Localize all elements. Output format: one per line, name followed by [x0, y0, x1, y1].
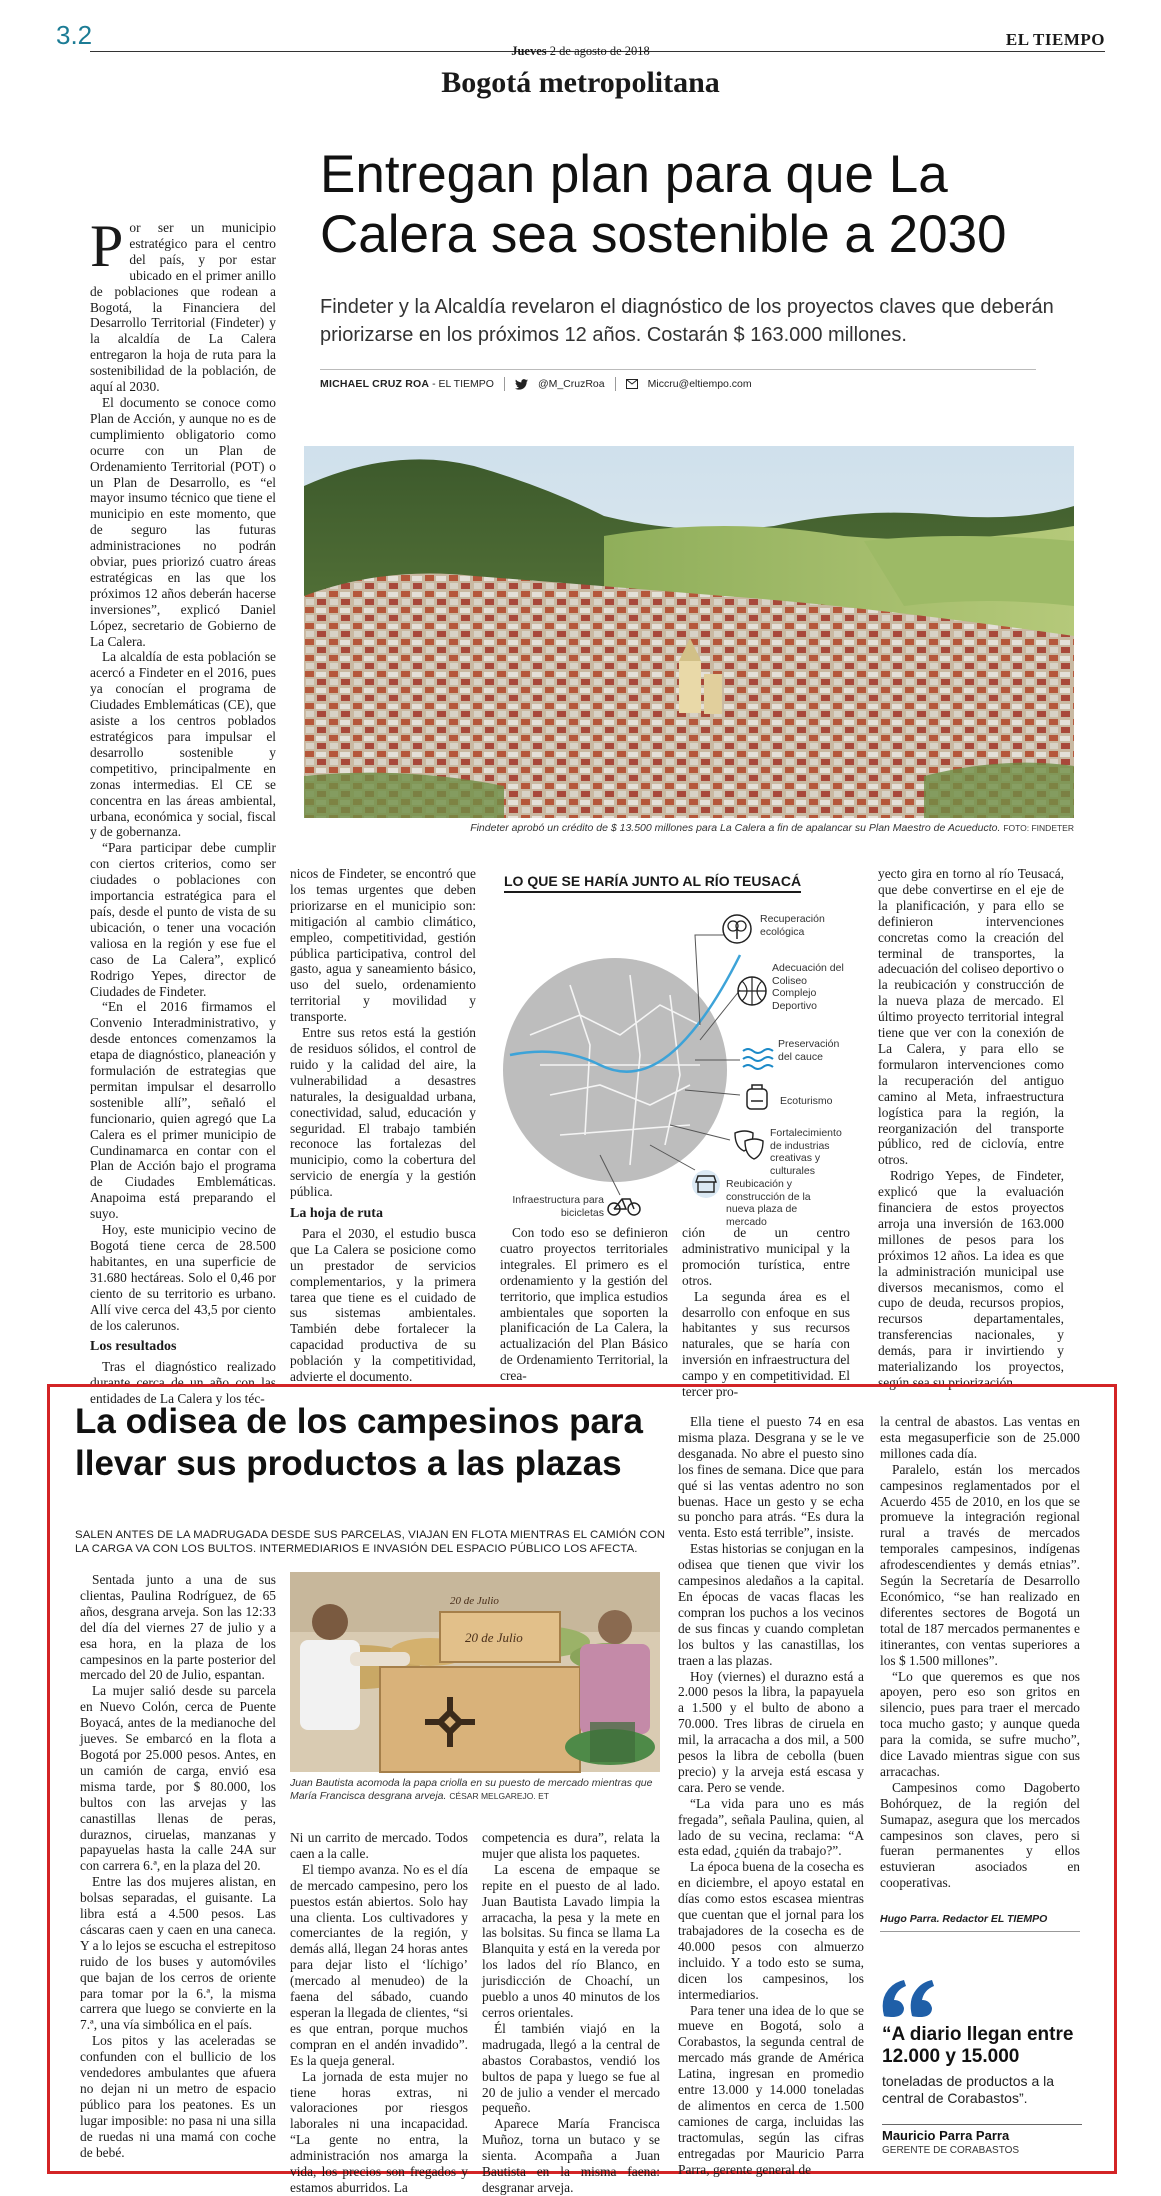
infographic-label-ecotourism: Ecoturismo — [780, 1095, 833, 1107]
infographic-label-riverbed: Preservación del cauce — [778, 1038, 840, 1063]
quote-author: Mauricio Parra Parra — [882, 2128, 1010, 2143]
inset-col1-p4: Los pitos y las aceleradas se confunden con el bullicio de los vendedores ambulantes que afuera no dejan ni un metro de espacio público para los peatones. Es un lugar imposible: no pasa ni una silla de ruedas ni una mamá con coche de bebé. — [80, 2033, 276, 2160]
subhead-results: Los resultados — [90, 1339, 177, 1355]
inset-col4-p4: “La vida para uno es más fregada”, señala Paulina, quien, al lado de su vecina, reclama: “A esta edad, ¿quién da trabajo?”. — [678, 1795, 864, 1859]
inset-col2-p3: La jornada de esta mujer no tiene horas extras, ni valoraciones por riesgos laborales ni una incapacidad. “La gente no entra, la administración nos amarga la vida, los precios son fregados y estamos aburridos. La — [290, 2068, 468, 2195]
ball-icon — [738, 977, 766, 1005]
quote-author-role: GERENTE DE CORABASTOS — [882, 2145, 1020, 2156]
inset-col3-p3: Él también viajó en la madrugada, llegó a la central de abastos Corabastos, vendió los bultos de papa y luego se fue al 20 de julio a vender el mercado pequeño. — [482, 2020, 660, 2116]
infographic-label-bicycles: Infraestructura para bicicletas — [512, 1194, 604, 1219]
byline-email[interactable]: Miccru@eltiempo.com — [647, 378, 752, 390]
deck-rule — [320, 369, 1036, 370]
quote-icon — [880, 1978, 940, 2018]
inset-col5-p3: “Lo que queremos es que nos apoyen, pero eso son gritos en silencio, pues para traer el mercado toca mucho gasto; y aunque queda para la comida, se sufre mucho”, dice Lavado mientras sigue con sus arracachas. — [880, 1668, 1080, 1779]
market-photo — [290, 1572, 660, 1772]
main-col2-p1: nicos de Findeter, se encontró que los temas urgentes que deben priorizarse en el municipio son: mitigación al cambio climático, empleo, competitividad, gestión pública participativa, control del gasto, agua y saneamiento básico, uso del suelo, ordenamiento territorial y movilidad y transporte. — [290, 866, 476, 1025]
market-sign-1: 20 de Julio — [465, 1630, 523, 1645]
market-icon — [692, 1170, 720, 1198]
inset-col1-p3: Entre las dos mujeres alistan, en bolsas separadas, el guisante. La libra está a 4.500 pesos. Las cáscaras caen y caen en una caneca. Y a lo lejos se escucha el estrepitoso ruido de los buses y automóviles que bajan de los cerros de oriente para tomar por la 6.ª, la misma carrera que luego se convierte en la 7.ª, una vía simbólica en el país. — [80, 1874, 276, 2033]
inset-col5-p4: Campesinos como Dagoberto Bohórquez, de la región del Sumapaz, asegura que los mercados campesinos son claves, pero si fueran permanentes y ellos estuvieran asociados en cooperativas. — [880, 1779, 1080, 1891]
inset-col4-p5: La época buena de la cosecha es en diciembre, el apoyo estatal en días como estos escasea mientras que cuentan que el jornal para los trabajadores de la cosecha es de 40.000 pesos con almuerzo incluido. Y a todo esto se suma, dicen los campesinos, los intermediarios. — [678, 1859, 864, 2002]
main-col1-p2: El documento se conoce como Plan de Acción, y aunque no es de cumplimiento obligatorio como ocurre con un Plan de Ordenamiento Territorial (POT) o un Plan de Desarrollo, es “el mayor insumo técnico que tiene el municipio en este momento, que de seguro las futuras administraciones no podrán obviar, pues priorizó cuatro áreas estratégicas en las que los próximos 12 años deberán hacerse inversiones”, explicó Daniel López, secretario de Gobierno de La Calera. — [90, 394, 276, 649]
inset-column-5 — [880, 1414, 1080, 1909]
inset-col1-p1: Sentada junto a una de sus clientas, Paulina Rodríguez, de 65 años, desgrana arveja. Son las 12:33 del día del viernes 27 de julio y a esa hora, en la plaza de los campesinos en la parte posterior del mercado del 20 de Julio, espantan. — [80, 1572, 276, 1683]
main-col1-p6: Hoy, este municipio vecino de Bogotá tiene cerca de 28.500 habitantes, en una superficie de 31.680 hectáreas. Solo el 0,46 por ciento de su territorio es urbano. Allí vive cerca del 43,5 por ciento de los calerunos. — [90, 1222, 276, 1333]
main-column-3 — [500, 1225, 668, 1384]
main-col1-p7: Tras el diagnóstico realizado durante cerca de un año con las entidades de La Calera y los téc- — [90, 1359, 276, 1407]
infographic-label-creative: Fortalecimiento de industrias creativas y culturales — [770, 1127, 842, 1177]
author-signature: Hugo Parra. Redactor EL TIEMPO — [880, 1913, 1048, 1925]
byline-twitter[interactable]: @M_CruzRoa — [537, 378, 605, 390]
inset-col4-p6: Para tener una idea de lo que se mueve en Bogotá, solo a Corabastos, la segunda central de mercado más grande de América Latina, ingresan en promedio entre 13.000 y 14.000 toneladas de alimentos en cerca de 1.500 camiones de carga, incluidas las tractomulas, según las cifras entregadas por Mauricio Parra Parra, gerente general de — [678, 2002, 864, 2177]
main-col1-p1: or ser un municipio estratégico para el centro del país, y por estar ubicado en el primer anillo de poblaciones que rodean a Bogotá, la Financiera del Desarrollo Territorial (Findeter) y la alcaldía de La Calera entregaron la hoja de ruta para la sostenibilidad de la población, de aquí al 2030. — [90, 220, 276, 395]
inset-col3-p2: La escena de empaque se repite en el puesto de al lado. Juan Bautista Lavado limpia la arracacha, la pesa y la mete en las bolsitas. Su finca se llama La Blanquita y está en la vereda por los lados del río Blanco, en jurisdicción de Choachí, un pueblo a unos 40 minutos de los cerros orientales. — [482, 1861, 660, 2020]
photo-caption-text: Findeter aprobó un crédito de $ 13.500 millones para La Calera a fin de apalancar su Plan Maestro de Acueducto. — [470, 822, 1001, 834]
main-col3-p1: Con todo eso se definieron cuatro proyectos territoriales integrales. El primero es el ordenamiento y la gestión del territorio, que implica estudios ambientales que soporten la planificación de La Calera, la actualización del Plan Básico de Ordenamiento Territorial, la crea- — [500, 1225, 668, 1384]
inset-col2-p1: Ni un carrito de mercado. Todos caen a la calle. — [290, 1830, 468, 1861]
byline-separator — [504, 377, 505, 391]
infographic-label-coliseum: Adecuación del Coliseo Complejo Deportivo — [772, 962, 844, 1012]
market-photo-credit: CÉSAR MELGAREJO. ET — [449, 1791, 549, 1801]
byline-outlet: - EL TIEMPO — [429, 378, 494, 390]
byline — [320, 377, 752, 391]
infographic-label-ecological: Recuperación ecológica — [760, 913, 825, 938]
dateline — [0, 44, 1161, 59]
inset-col5-p2: Paralelo, están los mercados campesinos reglamentados por el Acuerdo 455 de 2010, en los que se promueve la integración regional rural a través de mercados temporales campesinos, indígenas afrodescendientes y demás etnias”. Según la Secretaría de Desarrollo Económico, “se han realizado en diferentes sectores de Bogotá un total de 187 mercados permanentes e itinerantes, con ventas superiores a los $ 1.500 millones”. — [880, 1461, 1080, 1668]
byline-author: MICHAEL CRUZ ROA — [320, 378, 430, 390]
la-calera-photo — [304, 446, 1074, 818]
signature-rule — [880, 1931, 1080, 1932]
main-column-2 — [290, 866, 476, 1385]
section-title: Bogotá metropolitana — [441, 66, 720, 99]
photo-caption — [304, 822, 1074, 834]
inset-column-4 — [678, 1414, 864, 2177]
twitter-icon — [515, 379, 528, 390]
main-col5-p2: Rodrigo Yepes, de Findeter, explicó que la evaluación financiera de estos proyectos arroja una inversión de 163.000 millones de pesos para los próximos 12 años. La idea es que la administración municipal use diversos mecanismos, como el cupo de deuda, recursos propios, recursos departamentales, transferencias nacionales, y demás, para ir invirtiendo y materializando los proyectos, según sea su priorización. — [878, 1168, 1064, 1390]
inset-col1-p2: La mujer salió desde su parcela en Nuevo Colón, cerca de Puente Boyacá, antes de la medianoche del jueves. Se embarcó en la flota a Bogotá por 25.000 pesos. Antes, en un camión de carga, envió esa misma tarde, por $ 80.000, los bultos con las arvejas y las canastillas llenas de peras, duraznos, ciruelas, manzanas y papayuelas hasta la calle 24A sur con carrera 6.ª, en la plaza del 20. — [80, 1683, 276, 1874]
main-headline: Entregan plan para que La Calera sea sostenible a 2030 — [320, 145, 1007, 264]
main-col5-p1: yecto gira en torno al río Teusacá, que debe convertirse en el eje de la planificación, y para ello se definieron intervenciones concretas como la creación del terminal de transportes, la adecuación del coliseo deportivo o la reubicación y construcción de la nueva plaza de mercado. El último proyecto territorial integral tiene que ver con la conexión de La Calera, y para ello se formularon intervenciones como la recuperación del antiguo camino al Meta, infraestructura logística para la región, la reorganización del transporte público, red de ciclovía, entre otros. — [878, 866, 1064, 1168]
main-column-4 — [682, 1225, 850, 1400]
byline-separator-2 — [615, 377, 616, 391]
inset-col2-p2: El tiempo avanza. No es el día de mercado campesino, pero los puestos están abiertos. Solo hay una clienta. Los cultivadores y comerciantes de la región, y demás allá, llegan 24 horas antes para dejar listo el ‘líchigo’ (mercado al menudeo) de la faena del sábado, cuando esperan la llegada de clientes, “si es que entran, porque muchos compran en el andén invadido”. Es la queja general. — [290, 1861, 468, 2068]
inset-col4-p2: Estas historias se conjugan en la odisea que tienen que vivir los campesinos aledaños a la capital. En épocas de vacas flacas les compran los puchos a los vecinos de sus fincas y cuando completan los bultos y las canastillas, los traen a las plazas. — [678, 1541, 864, 1668]
email-icon — [626, 379, 638, 389]
main-col1-p4: “Para participar debe cumplir con ciertos criterios, como ser ciudades o poblaciones con importancia estratégica para el país, desde el punto de vista de su ubicación, o tener una vocación valiosa en la región y ese fue el caso de La Calera”, explicó Rodrigo Yepes, director de Ciudades de Findeter. — [90, 840, 276, 999]
inset-col5-p1: la central de abastos. Las ventas en esta megasuperficie son de 25.000 millones cada día. — [880, 1414, 1080, 1461]
main-col1-p3: La alcaldía de esta población se acercó a Findeter en el 2016, pues ya conocían el programa de Ciudades Emblemáticas (CE), que asiste a los centros poblados estratégicos para impulsar el desarrollo sostenible y competitivo, principalmente en zonas intermedias. El CE se concentra en las áreas ambiental, urbana, económica y social, fiscal y de gobernanza. — [90, 649, 276, 840]
inset-col3-p4: Aparece María Francisca Muñoz, torna un butaco y se sienta. Acompaña a Juan Bautista en la misma faena: desgranar arveja. — [482, 2116, 660, 2195]
inset-col4-p3: Hoy (viernes) el durazno está a 2.000 pesos la libra, la papayuela a 1.500 y el bulto de abono a 70.000. Tres libras de ciruela en mil, la arracacha a dos mil, a 500 pesos la libra de cebolla (buen precio) y la arveja está escasa y cara. Pero se vende. — [678, 1668, 864, 1795]
bicycle-icon — [608, 1199, 640, 1215]
main-col1-p5: “En el 2016 firmamos el Convenio Interadministrativo, y desde entonces comenzamos la etapa de diagnóstico, planeación y formulación de estrategias que permitan impulsar el desarrollo sostenible allí”, señaló el funcionario, quien agregó que La Calera es el primer municipio de Cundinamarca en contar con el Plan de Acción bajo el programa de Ciudades Emblemáticas. Anapoima está preparando el suyo. — [90, 999, 276, 1222]
inset-headline: La odisea de los campesinos para llevar sus productos a las plazas — [75, 1402, 643, 1483]
main-col4-p1: ción de un centro administrativo municipal y la promoción turística, entre otros. — [682, 1225, 850, 1288]
subhead-route: La hoja de ruta — [290, 1206, 383, 1222]
inset-column-3 — [482, 1830, 660, 2195]
infographic-label-market: Reubicación y construcción de la nueva plaza de mercado — [726, 1178, 811, 1228]
backpack-icon — [747, 1085, 767, 1109]
date-rest: 2 de agosto de 2018 — [546, 44, 650, 58]
main-col2-p2: Entre sus retos está la gestión de residuos sólidos, el control de ruido y la calidad del aire, la vulnerabilidad a desastres naturales, la desigualdad urbana, conectividad, salud, educación y seguridad. El trabajo también reconoce las fortalezas del municipio, como la cobertura del servicio de energía y la gestión pública. — [290, 1025, 476, 1200]
pull-quote-highlight: “A diario llegan entre 12.000 y 15.000 — [882, 2024, 1074, 2067]
market-caption-text: Juan Bautista acomoda la papa criolla en su puesto de mercado mientras que María Francisca desgrana arveja. — [290, 1777, 653, 1802]
infographic — [500, 895, 850, 1228]
quote-rule — [882, 2124, 1082, 2125]
pull-quote-text: toneladas de productos a la central de Corabastos”. — [882, 2073, 1055, 2106]
dropcap: P — [90, 213, 124, 279]
main-col2-p3: Para el 2030, el estudio busca que La Calera se posicione como un prestador de servicios complementarios, y la primera tarea que tiene es el cuidado de sus sistemas ambientales. También debe fortalecer la capacidad productiva de su población y la competitividad, advierte el documento. — [290, 1225, 476, 1385]
date-day: Jueves — [511, 44, 547, 58]
photo-credit: FOTO: FINDETER — [1003, 823, 1074, 833]
inset-col4-p1: Ella tiene el puesto 74 en esa misma plaza. Desgrana y se le ve desganada. No abre el puesto sino los fines de semana. Dice que para qué si las ventas adentro no son buenas. Hace un gesto y se echa su poncho para atrás. “Es dura la venta. Esto está terrible”, insiste. — [678, 1414, 864, 1541]
inset-col3-p1: competencia es dura”, relata la mujer que alista los paquetes. — [482, 1830, 660, 1861]
main-column-5 — [878, 866, 1064, 1390]
page-number: 3.2 — [56, 20, 93, 50]
inset-column-1 — [80, 1572, 276, 2162]
water-icon — [743, 1049, 773, 1069]
inset-deck: SALEN ANTES DE LA MADRUGADA DESDE SUS PARCELAS, VIAJAN EN FLOTA MIENTRAS EL CAMIÓN CON LA CARGA VA CON LOS BULTOS. INTERMEDIARIOS E INVASIÓN DEL ESPACIO PÚBLICO LOS AFECTA. — [75, 1529, 666, 1555]
masks-icon — [735, 1131, 763, 1159]
market-sign-2: 20 de Julio — [450, 1595, 499, 1607]
tree-icon — [723, 915, 751, 943]
market-photo-caption — [290, 1777, 670, 1803]
main-deck: Findeter y la Alcaldía revelaron el diagnóstico de los proyectos claves que deberán priorizarse en los próximos 12 años. Costarán $ 163.000 millones. — [320, 296, 1054, 346]
main-col4-p2: La segunda área es el desarrollo con enfoque en sus habitantes y sus recursos naturales, que se haría con inversión en infraestructura del campo y en competitividad. El tercer pro- — [682, 1288, 850, 1400]
infographic-title: LO QUE SE HARÍA JUNTO AL RÍO TEUSACÁ — [504, 873, 801, 893]
newspaper-name: EL TIEMPO — [1005, 30, 1105, 49]
inset-column-2 — [290, 1830, 468, 2195]
main-column-1 — [90, 213, 276, 1407]
